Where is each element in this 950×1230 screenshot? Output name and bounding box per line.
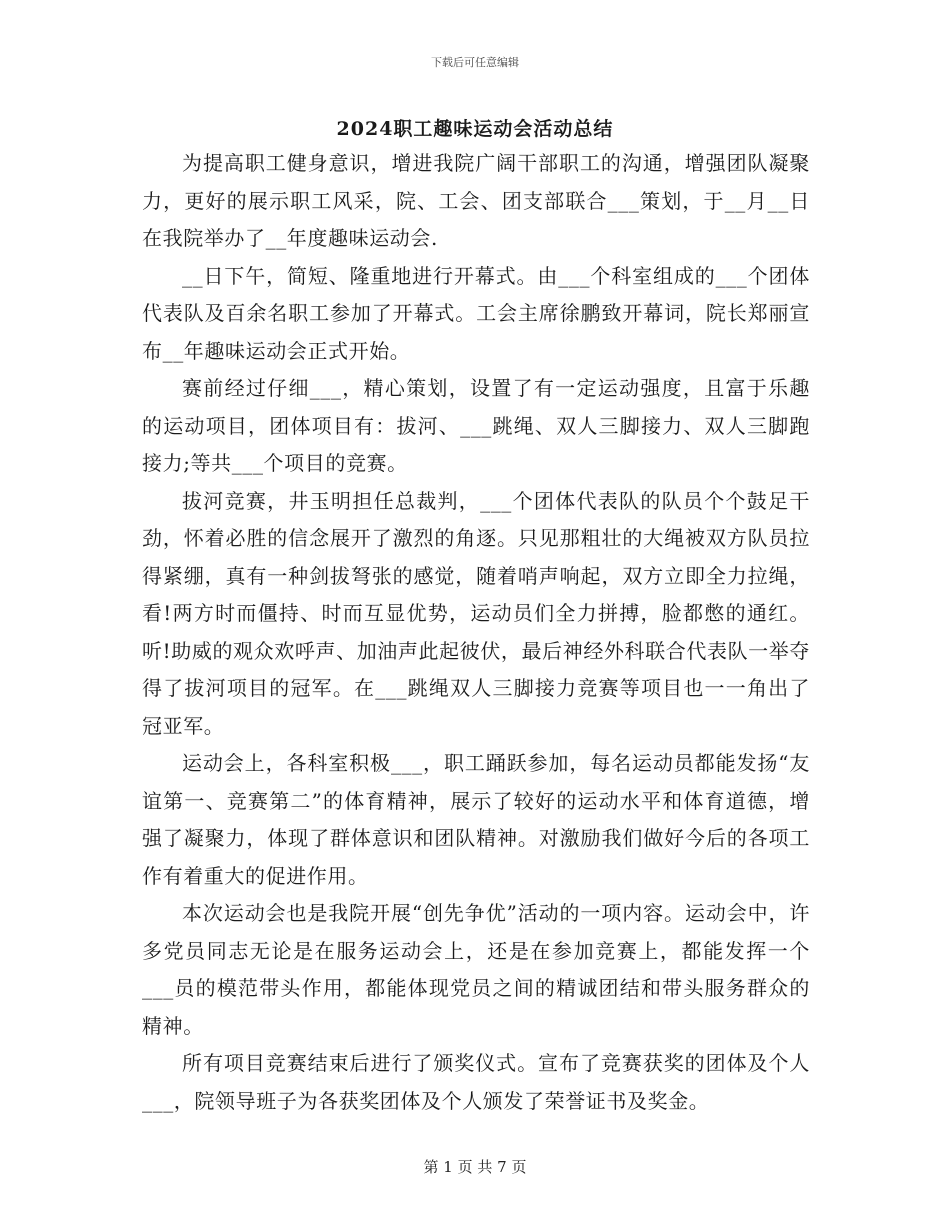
paragraph-1: 为提高职工健身意识，增进我院广阔干部职工的沟通，增强团队凝聚力，更好的展示职工风采，院、工会、团支部联合___策划，于__月__日在我院举办了__年度趣味运动会. — [142, 151, 810, 250]
header-note: 下载后可任意编辑 — [431, 56, 519, 69]
paragraph-2: __日下午，简短、隆重地进行开幕式。由___个科室组成的___个团体代表队及百余名职工参加了开幕式。工会主席徐鹏致开幕词，院长郑丽宣布__年趣味运动会正式开始。 — [142, 263, 810, 363]
paragraph-4: 拔河竞赛，井玉明担任总裁判，___个团体代表队的队员个个鼓足干劲，怀着必胜的信念展开了激烈的角逐。只见那粗壮的大绳被双方队员拉得紧绷，真有一种剑拔弩张的感觉，随着哨声响起，双方立即全力拉绳，看!两方时而僵持、时而互显优势，运动员们全力拼搏，脸都憋的通红。听!助威的观众欢呼声、加油声此起彼伏，最后神经外科联合代表队一举夺得了拔河项目的冠军。在___跳绳双人三脚接力竞赛等项目也一一角出了冠亚军。 — [142, 488, 810, 738]
page-footer: 第 1 页 共 7 页 — [423, 1158, 527, 1176]
paragraph-5: 运动会上，各科室积极___，职工踊跃参加，每名运动员都能发扬“友谊第一、竞赛第二”的体育精神，展示了较好的运动水平和体育道德，增强了凝聚力，体现了群体意识和团队精神。对激励我们做好今后的各项工作有着重大的促进作用。 — [142, 751, 810, 888]
paragraph-3: 赛前经过仔细___，精心策划，设置了有一定运动强度，且富于乐趣的运动项目，团体项目有：拔河、___跳绳、双人三脚接力、双人三脚跑接力;等共___个项目的竞赛。 — [142, 376, 810, 475]
paragraph-7: 所有项目竞赛结束后进行了颁奖仪式。宣布了竞赛获奖的团体及个人___，院领导班子为各获奖团体及个人颁发了荣誉证书及奖金。 — [142, 1051, 810, 1113]
document-title: 2024职工趣味运动会活动总结 — [336, 118, 614, 140]
document-body — [142, 145, 810, 1120]
paragraph-6: 本次运动会也是我院开展“创先争优”活动的一项内容。运动会中，许多党员同志无论是在服务运动会上，还是在参加竞赛上，都能发挥一个___员的模范带头作用，都能体现党员之间的精诚团结和带头服务群众的精神。 — [142, 901, 810, 1038]
